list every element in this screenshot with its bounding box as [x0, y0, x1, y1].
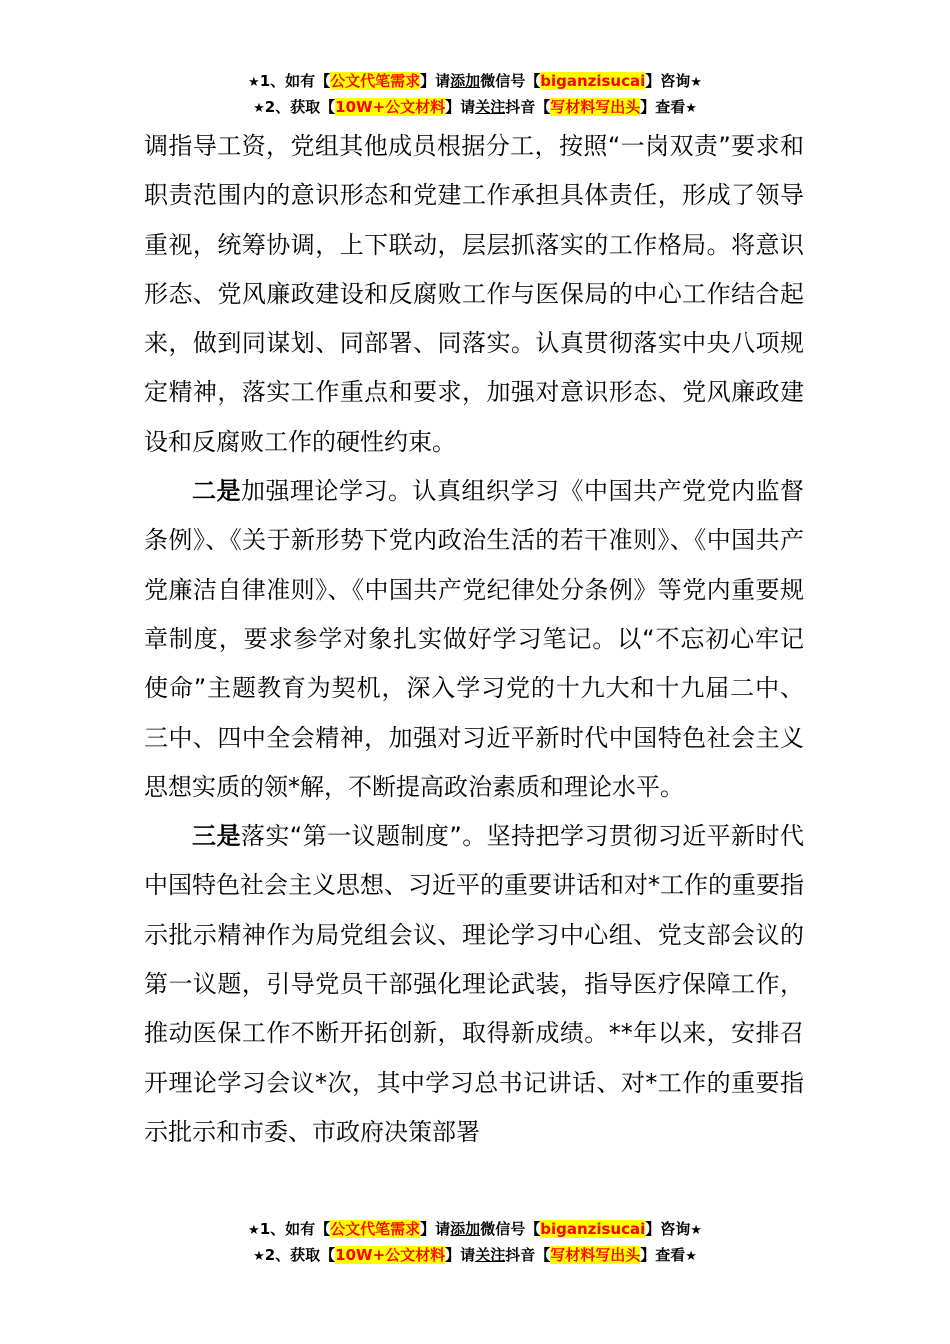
highlight-wechat-id: biganzisucai	[540, 72, 646, 90]
star-icon: ★	[253, 1249, 265, 1264]
highlight-materials: 10W+公文材料	[335, 98, 446, 116]
star-icon: ★	[248, 1223, 260, 1238]
highlight-wechat-id: biganzisucai	[540, 1220, 646, 1238]
star-icon: ★	[685, 1249, 697, 1264]
banner-line-2: ★2、获取【10W+公文材料】请关注抖音【写材料写出头】查看★	[253, 98, 697, 116]
star-icon: ★	[690, 75, 702, 90]
star-icon: ★	[685, 101, 697, 116]
paragraph-2-lead: 二是	[192, 477, 241, 506]
paragraph-1: 调指导工资，党组其他成员根据分工，按照“一岗双责”要求和职责范围内的意识形态和党建工作承担具体责任，形成了领导重视，统筹协调，上下联动，层层抓落实的工作格局。将意识形态、党风廉政建设和反腐败工作与医保局的中心工作结合起来，做到同谋划、同部署、同落实。认真贯彻落实中央八项规定精神，落实工作重点和要求，加强对意识形态、党风廉政建设和反腐败工作的硬性约束。	[144, 132, 804, 456]
banner-line-1: ★1、如有【公文代笔需求】请添加微信号【biganzisucai】咨询★	[248, 1220, 702, 1238]
highlight-service: 公文代笔需求	[330, 72, 421, 90]
banner-line-1: ★1、如有【公文代笔需求】请添加微信号【biganzisucai】咨询★	[248, 72, 702, 90]
highlight-materials: 10W+公文材料	[335, 1246, 446, 1264]
star-icon: ★	[248, 75, 260, 90]
highlight-douyin: 写材料写出头	[550, 1246, 641, 1264]
emphasis-add: 添加	[450, 1220, 481, 1238]
highlight-douyin: 写材料写出头	[550, 98, 641, 116]
bottom-banner	[0, 1217, 950, 1269]
banner-line-2: ★2、获取【10W+公文材料】请关注抖音【写材料写出头】查看★	[253, 1246, 697, 1264]
document-body	[144, 122, 804, 1157]
star-icon: ★	[253, 101, 265, 116]
emphasis-follow: 关注	[475, 98, 506, 116]
paragraph-3	[144, 812, 804, 1157]
paragraph-2-text: 加强理论学习。认真组织学习《中国共产党党内监督条例》、《关于新形势下党内政治生活的若干准则》、《中国共产党廉洁自律准则》、《中国共产党纪律处分条例》等党内重要规章制度，要求参学对象扎实做好学习笔记。以“不忘初心牢记使命”主题教育为契机，深入学习党的十九大和十九届二中、三中、四中全会精神，加强对习近平新时代中国特色社会主义思想实质的领*解，不断提高政治素质和理论水平。	[144, 477, 804, 801]
paragraph-3-lead: 三是	[192, 822, 241, 851]
highlight-service: 公文代笔需求	[330, 1220, 421, 1238]
paragraph-3-text: 落实“第一议题制度”。坚持把学习贯彻习近平新时代中国特色社会主义思想、习近平的重要讲话和对*工作的重要指示批示精神作为局党组会议、理论学习中心组、党支部会议的第一议题，引导党员干部强化理论武装，指导医疗保障工作，推动医保工作不断开拓创新，取得新成绩。**年以来，安排召开理论学习会议*次，其中学习总书记讲话、对*工作的重要指示批示和市委、市政府决策部署	[144, 822, 804, 1146]
paragraph-2	[144, 467, 804, 812]
emphasis-follow: 关注	[475, 1246, 506, 1264]
star-icon: ★	[690, 1223, 702, 1238]
emphasis-add: 添加	[450, 72, 481, 90]
top-banner	[0, 69, 950, 121]
